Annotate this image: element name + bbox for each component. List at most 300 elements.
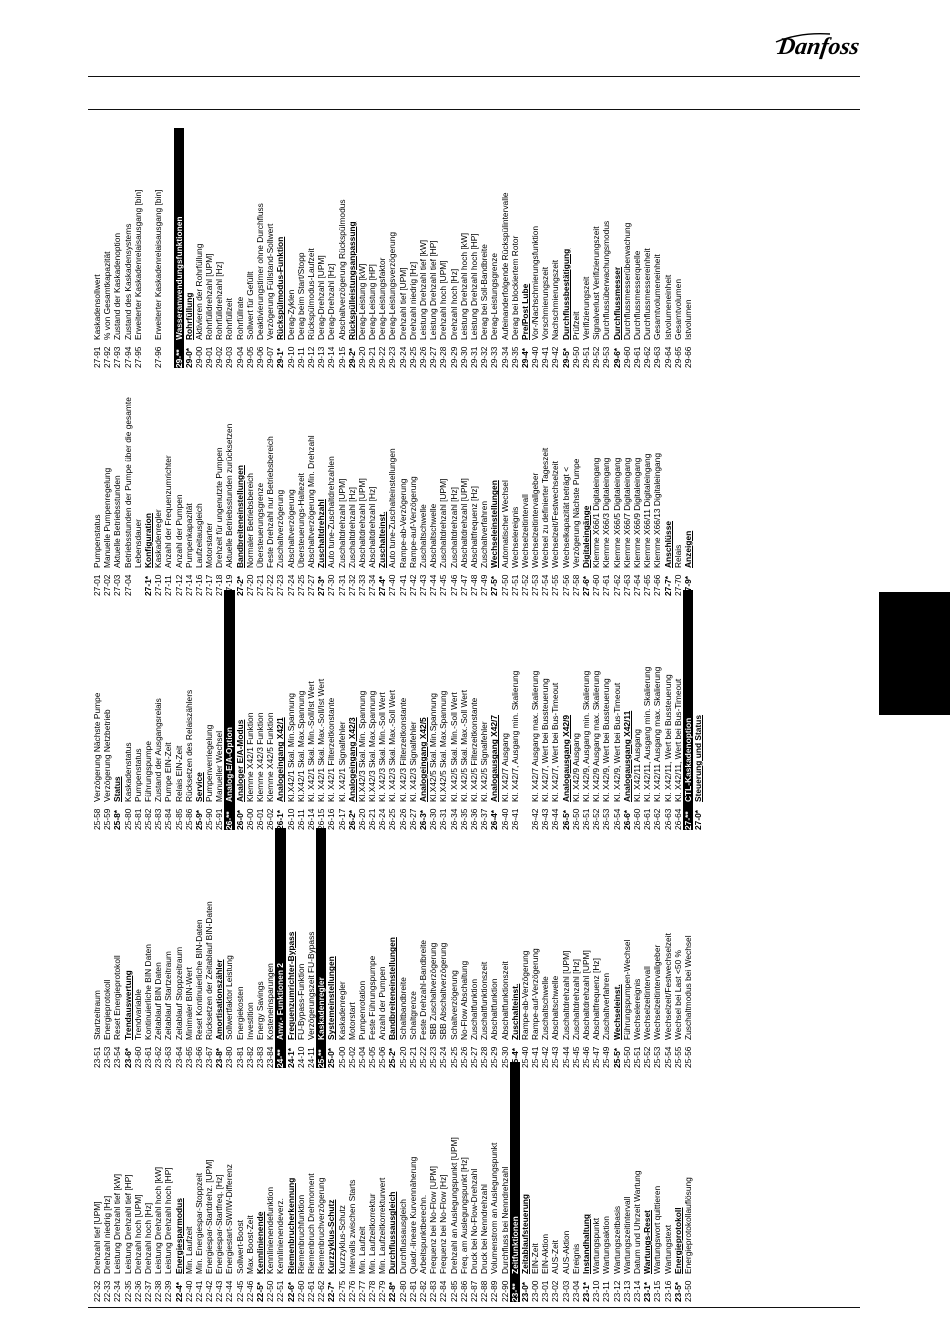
parameter-row [316,128,326,368]
parameter-label: Energieprotokoll [102,979,113,1040]
parameter-number: 25-23 [428,1046,439,1068]
parameter-label: Energiespar-Startdrehz. [UPM] [204,1159,215,1274]
parameter-row [540,356,550,596]
parameter-number: 27-48 [468,574,479,596]
parameter-label: Klemme X66/1 Digitaleingang [591,457,602,568]
parameter-row [459,128,469,368]
parameter-row [459,590,469,830]
parameter-section-row [418,590,428,830]
parameter-row [245,1062,255,1302]
parameter-label: Istvolumeneinheit [662,274,673,340]
parameter-row [102,828,112,1068]
parameter-row [438,1062,448,1302]
parameter-section-row [622,590,632,830]
parameter-row [673,128,683,368]
parameter-label: Wechselzeitintervallgeber [530,472,541,568]
parameter-number: 22-32 [92,1280,102,1302]
parameter-row [102,1062,112,1302]
parameter-number: 23-54 [112,1046,123,1068]
parameter-number: 29-41 [540,346,551,368]
parameter-number: 27-1* [142,575,153,596]
parameter-row [204,590,214,830]
parameter-label: Kl. X42/7, Ausgang min. Skalierung [509,670,520,802]
parameter-label: Erweiterter Kaskadenrelaisausgang [bin] [153,189,164,340]
parameter-label: Kl. X42/9, Wert bei Bus-Timeout [611,682,622,802]
parameter-number: 26-27 [407,808,418,830]
parameter-number: 23-13 [621,1280,632,1302]
parameter-label: Manuelle Pumpenregelung [102,467,113,568]
parameter-label: Druck bei Nenndrehzahl [479,1184,490,1274]
parameter-row [408,356,418,596]
parameter-number: 22-87 [468,1280,479,1302]
parameter-number: 23-15 [652,1280,663,1302]
parameter-label: Abschaltfunktion [489,978,500,1040]
parameter-row [489,128,499,368]
parameter-number: 25-26 [458,1046,469,1068]
parameter-row [367,828,377,1068]
parameter-label: Pumpenrotation [356,980,367,1040]
parameter-label: Rampe-ab-Verzögerung [397,478,408,568]
parameter-number: 26-62 [652,808,663,830]
parameter-section-row [326,828,336,1068]
parameter-row [449,128,459,368]
parameter-label: Führungspumpen-Wechsel [621,939,632,1040]
parameter-number: 22-4* [173,1281,184,1302]
parameter-number: 29-23 [387,346,398,368]
parameter-number: 29-05 [244,346,255,368]
parameter-row [622,1062,632,1302]
parameter-label: Energiekosten [234,986,245,1040]
parameter-number: 23-10 [591,1280,602,1302]
parameter-number: 23-65 [183,1046,194,1068]
parameter-number: 23-14 [631,1280,642,1302]
parameter-label: Abschaltverzögerung Min. Drehzahl [305,435,316,568]
parameter-row [214,128,224,368]
parameter-row [316,1062,326,1302]
parameter-label: Kl. X42/9 Ausgang max. Skalierung [591,670,602,802]
parameter-row [265,128,275,368]
parameter-number: 22-41 [193,1280,204,1302]
parameter-number: 23-1* [642,1281,653,1302]
parameter-column-3 [92,590,703,830]
parameter-label: Zuschalteinst. [377,511,388,568]
parameter-section-row [489,590,499,830]
parameter-label: Analogeingang X42/5 [418,717,428,802]
parameter-label: Abschaltfrequenz [Hz] [468,486,479,568]
parameter-list-table [92,122,864,1302]
parameter-label: Kl. X42/1 Skal. Max.-Soll/Ist Wert [316,678,327,802]
parameter-label: Aufeinanderfolgende Rückspülintervalle [499,192,510,340]
parameter-row [92,356,102,596]
parameter-row [143,1062,153,1302]
parameter-number: 25-83 [153,808,164,830]
parameter-row [581,828,591,1068]
parameter-section-row [520,128,530,368]
parameter-number: 26-16 [326,808,337,830]
parameter-row [398,828,408,1068]
parameter-number: 22-43 [214,1280,225,1302]
parameter-label: Datum und Uhrzeit Wartung [631,1170,642,1274]
parameter-number: 26-3* [418,809,428,830]
parameter-label: Durchfluss bei Nenndrehzahl [499,1166,510,1274]
parameter-label: Kl. X42/7, Wert bei Bus-Timeout [550,682,561,802]
parameter-row [214,590,224,830]
footer-rule [88,1307,860,1308]
parameter-row [438,590,448,830]
parameter-number: 27-** [682,811,693,830]
parameter-row [591,1062,601,1302]
parameter-number: 27-54 [540,574,551,596]
parameter-number: 29-20 [356,346,367,368]
parameter-number: 22-80 [397,1280,408,1302]
parameter-label: Systemeinstellungen [326,956,337,1040]
parameter-label: Rohrfüllzeit [224,298,235,340]
parameter-row [428,1062,438,1302]
parameter-number: 26-30 [428,808,439,830]
parameter-label: Verzögerung Füllstand-Sollwert [265,223,276,340]
parameter-label: Wechselkapazität beträgt < [560,466,571,568]
parameter-label: Frequenz bei No-Flow [UPM] [428,1166,439,1274]
parameter-label: Klemme X66/5 Digitaleingang [611,457,622,568]
parameter-label: Zeitablauf Startzeitraum [163,951,174,1040]
parameter-label: Übersteuerungsgrenze [255,482,266,568]
parameter-number: 29-07 [265,346,276,368]
parameter-number: 25-04 [356,1046,367,1068]
parameter-label: Min. Energiespar-Stoppzeit [193,1172,204,1274]
parameter-number: 26-00 [244,808,255,830]
parameter-number: 25-20 [397,1046,408,1068]
parameter-row [683,828,693,1068]
parameter-number: 27-32 [346,574,357,596]
parameter-number: 27-60 [591,574,602,596]
parameter-label: Automatischer Wechsel [499,480,510,568]
parameter-row [337,128,347,368]
parameter-number: 25-53 [652,1046,663,1068]
parameter-label: EIN-Aktion [540,1233,551,1274]
parameter-label: Prüfzeit [570,311,581,340]
parameter-number: 23-62 [153,1046,164,1068]
parameter-section-row [612,128,622,368]
parameter-label: Klemme X66/7 Digitaleingang [621,457,632,568]
parameter-label: Analog-E/A-Option [224,727,235,802]
parameter-number: 27-20 [244,574,255,596]
parameter-number: 29-35 [509,346,520,368]
parameter-row [286,356,296,596]
parameter-row [194,356,204,596]
parameter-label: Derag bei blockiertem Rotor [509,235,520,340]
parameter-number: 26-24 [377,808,388,830]
parameter-row [123,590,133,830]
parameter-row [184,590,194,830]
parameter-label: Aktuelle Betriebsstunden zurücksetzen [224,423,235,568]
parameter-label: Pumpe EIN-Zeit [163,742,174,802]
parameter-number: 29-40 [530,346,541,368]
parameter-label: Wechselereignis [631,978,642,1040]
parameter-label: Leistung Drehzahl tief [HP] [122,1174,133,1274]
parameter-row [245,590,255,830]
parameter-label: Durchflussbestätigung [560,248,571,340]
parameter-number: 23-83 [255,1046,265,1068]
parameter-row [347,1062,357,1302]
parameter-label: Energieprotokoll [672,1207,683,1274]
parameter-number: 27-53 [530,574,541,596]
parameter-label: Kl. X42/1 Filterzeitkonstante [326,697,337,802]
parameter-number: 23-02 [550,1280,561,1302]
parameter-row [479,590,489,830]
parameter-number: 25-29 [489,1046,500,1068]
parameter-row [510,128,520,368]
parameter-number: 24-1* [285,1047,296,1068]
parameter-label: Kl.X42/1 Skal. Min.Spannung [285,693,296,802]
parameter-label: Drehzahl tief [UPM] [92,1201,102,1274]
parameter-label: Leistung Drehzahl tief [kW] [112,1173,123,1274]
parameter-row [357,128,367,368]
parameter-number: 29-66 [682,346,693,368]
parameter-number: 27-14 [183,574,194,596]
parameter-row [612,1062,622,1302]
parameter-number: 27-12 [173,574,184,596]
parameter-label: Wasseranwendungsfunktionen [173,216,184,340]
parameter-number: 25-42 [540,1046,551,1068]
parameter-row [326,356,336,596]
parameter-label: Pumpenverriegelung [204,724,215,802]
parameter-section-row [387,1062,397,1302]
parameter-label: Zustand der Ausgangsrelais [153,698,164,802]
parameter-row [540,828,550,1068]
parameter-label: Riemenbrucherkennung [285,1177,296,1274]
parameter-label: CTL-Kaskadenoption [682,717,693,802]
parameter-row [214,1062,224,1302]
parameter-number: 25-05 [367,1046,378,1068]
parameter-number: 29-24 [397,346,408,368]
parameter-row [296,356,306,596]
parameter-row [286,128,296,368]
parameter-row [663,828,673,1068]
parameter-row [112,356,122,596]
parameter-label: Drehzahl tief [UPM] [397,267,408,340]
parameter-label: Auto tune-Zuschalteinstellungen [387,448,398,568]
parameter-number: 22-88 [479,1280,490,1302]
parameter-label: Relais EIN-Zeit [173,745,184,802]
parameter-number: 22-44 [224,1280,235,1302]
parameter-number: 22-38 [153,1280,164,1302]
parameter-group-row [316,828,326,1068]
parameter-label: Min. Laufzeit [356,1226,367,1274]
parameter-label: Kl. X42/7, Wert bei Bussteuerung [540,678,551,802]
parameter-number: 23-53 [102,1046,113,1068]
parameter-row [418,828,428,1068]
parameter-column-5 [92,128,693,368]
parameter-label: FU-Bypass-Funktion [295,963,306,1040]
parameter-row [652,128,662,368]
parameter-number: 26-** [224,811,235,830]
parameter-row [673,356,683,596]
parameter-label: Drehzahl hoch [Hz] [142,1202,153,1274]
parameter-label: Gesamtvolumeneinheit [652,254,663,340]
parameter-label: Abschaltverzögerung Rückspülmodus [336,199,347,340]
parameter-row [601,828,611,1068]
parameter-label: Konfiguration [142,513,153,568]
parameter-label: Derag-Leistungsgrenze [489,252,500,340]
parameter-label: Kl. X42/3 Skal. Max.-Soll Wert [387,689,398,802]
parameter-section-row [489,356,499,596]
parameter-number: 25-50 [621,1046,632,1068]
parameter-label: Derag-Leistung [HP] [367,264,378,340]
parameter-row [347,356,357,596]
parameter-label: Zuschaltdrehzahl [UPM] [438,478,449,568]
parameter-label: Reset Kontinuierliche BIN-Daten [193,919,204,1040]
parameter-row [163,356,173,596]
parameter-number: 27-65 [642,574,653,596]
parameter-label: Service [193,772,204,802]
parameter-label: Abschaltdrehzahl [UPM] [458,478,469,568]
parameter-label: Kl. X42/5 Filterzeitkonstante [468,697,479,802]
parameter-number: 23-81 [234,1046,245,1068]
parameter-row [601,1062,611,1302]
parameter-number: 27-40 [387,574,398,596]
parameter-label: Anschlüsse [662,520,673,568]
parameter-label: Zeitablaufsteuerung [519,1193,530,1274]
parameter-number: 27-25 [295,574,306,596]
parameter-row [92,828,102,1068]
parameter-number: 26-34 [448,808,459,830]
parameter-number: 27-64 [631,574,642,596]
danfoss-logo [770,30,866,64]
svg-text:Danfoss: Danfoss [776,34,862,60]
parameter-number: 26-51 [581,808,592,830]
parameter-label: Leistung Drehzahl hoch [HP] [163,1167,174,1274]
parameter-label: Motorstart [346,1002,357,1040]
parameter-number: 22-8* [387,1281,398,1302]
parameter-row [520,828,530,1068]
parameter-number: 22-89 [489,1280,500,1302]
parameter-number: 25-4* [509,1047,520,1068]
parameter-row [561,828,571,1068]
parameter-row [632,590,642,830]
parameter-label: Durchflussausgleich [397,1199,408,1274]
parameter-section-row [326,1062,336,1302]
parameter-label: Durchflussmessereinheit [642,248,653,340]
parameter-row [337,590,347,830]
parameter-row [449,590,459,830]
parameter-label: Klemme X66/13 Digitaleingang [652,453,663,568]
parameter-group-row [174,128,184,368]
parameter-row [449,1062,459,1302]
parameter-label: Aktivieren der Rohrfüllung [193,243,204,340]
parameter-row [652,1062,662,1302]
parameter-section-row [612,828,622,1068]
parameter-number: 25-40 [519,1046,530,1068]
parameter-row [306,128,316,368]
parameter-row [194,828,204,1068]
parameter-row [102,590,112,830]
parameter-row [133,128,153,368]
parameter-number: 29-12 [305,346,316,368]
parameter-row [398,590,408,830]
parameter-number: 27-16 [193,574,204,596]
parameter-number: 23-60 [132,1046,143,1068]
parameter-label: Feste Führungspumpe [367,955,378,1040]
parameter-number: 27-91 [92,346,102,368]
parameter-number: 23-80 [224,1046,235,1068]
parameter-row [663,128,673,368]
parameter-row [673,828,683,1068]
parameter-label: Wartungspunkt [591,1217,602,1274]
parameter-label: Analogausgang X42/11 [621,710,632,802]
parameter-number: 23-67 [204,1046,215,1068]
parameter-row [102,128,112,368]
parameter-row [438,828,448,1068]
parameter-label: Wartungswort quittieren [652,1185,663,1274]
parameter-label: Bandbreiteneinstellungen [234,465,245,568]
parameter-group-row [224,590,234,830]
parameter-number: 22-5* [255,1281,265,1302]
parameter-label: Anw.- Funktionen 2 [275,963,286,1040]
parameter-label: Deaktivierungstimer ohne Durchfluss [255,203,266,340]
parameter-number: 22-61 [305,1280,316,1302]
parameter-row [571,590,581,830]
parameter-number: 22-37 [142,1280,153,1302]
parameter-number: 22-39 [163,1280,174,1302]
parameter-number: 22-83 [428,1280,439,1302]
parameter-section-row [347,128,357,368]
parameter-number: 27-2* [234,575,245,596]
parameter-label: Frequenz bei No-Flow [Hz] [438,1174,449,1274]
parameter-row [143,828,153,1068]
parameter-row [163,590,173,830]
parameter-section-row [673,1062,683,1302]
parameter-label: Kl. X42/7 Ausgang max. Skalierung [530,670,541,802]
parameter-row [245,356,255,596]
parameter-number: 29-03 [224,346,235,368]
parameter-label: Kaskadenregler [153,509,164,568]
parameter-label: Zuschaltmodus bei Wechsel [682,935,693,1040]
parameter-row [428,590,438,830]
parameter-number: 23-50 [682,1280,693,1302]
parameter-row [387,590,397,830]
parameter-label: Analogausgang X42/7 [489,714,500,802]
parameter-row [184,356,194,596]
parameter-row [357,590,367,830]
parameter-number: 27-02 [102,574,113,596]
parameter-label: Pumpenstatus [132,748,143,802]
parameter-row [550,1062,560,1302]
parameter-label: Schaltbandbreite [397,977,408,1040]
parameter-number: 26-02 [265,808,276,830]
parameter-label: Drehzahl hoch [UPM] [438,260,449,340]
parameter-label: Gesamtvolumen [672,279,683,340]
parameter-number: 26-60 [631,808,642,830]
parameter-label: Zuschaltverfahren [479,500,490,568]
parameter-number: 23-84 [265,1046,276,1068]
parameter-number: 27-42 [407,574,418,596]
parameter-number: 29-2* [346,347,357,368]
parameter-row [398,1062,408,1302]
parameter-label: Wechsel bei Last <50 % [672,950,683,1040]
parameter-row [224,356,234,596]
parameter-label: Schaltgrenze [407,991,418,1040]
parameter-number: 23-6* [122,1047,133,1068]
parameter-row [133,1062,143,1302]
parameter-number: 27-17 [204,574,215,596]
parameter-number: 26-6* [621,809,632,830]
parameter-row [479,828,489,1068]
parameter-label: Kl. X42/9, Wert bei Bussteuerung [601,678,612,802]
parameter-label: Freq. am Auslegungspunkt [Hz] [458,1157,469,1274]
parameter-label: Führungspumpe [142,741,153,802]
parameter-label: Kl. X42/11, Ausgang min. Skalierung [642,666,653,802]
parameter-row [102,356,112,596]
